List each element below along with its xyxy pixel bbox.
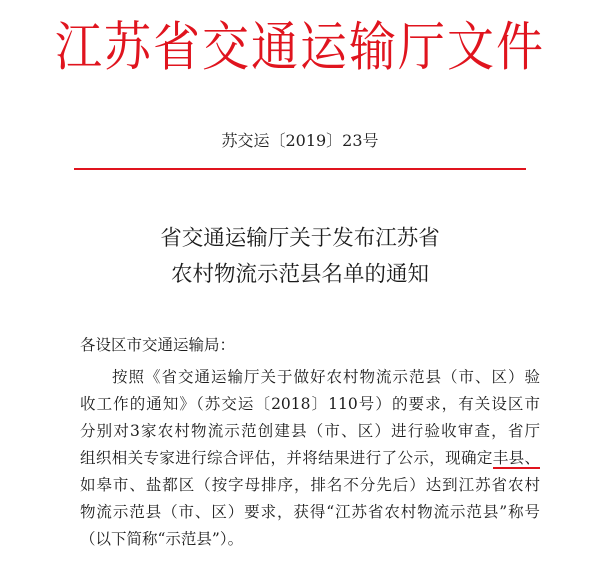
title-line-2: 农村物流示范县名单的通知 <box>170 262 429 287</box>
document-title <box>0 221 600 293</box>
title-line-1: 省交通运输厅关于发布江苏省 <box>160 226 440 251</box>
salutation: 各设区市交通运输局： <box>80 336 236 354</box>
body-line-1: 按照《省交通运输厅关于做好农村物流示范县（市、区）验 <box>112 368 540 386</box>
document-masthead: 江苏省交通运输厅文件 <box>55 16 545 79</box>
body-line-7: （以下简称“示范县”）。 <box>80 530 244 548</box>
body-line-4-text: 组织相关专家进行综合评估，并将结果进行了公示，现确定 <box>80 449 493 467</box>
body-line-5: 如皋市、盐都区（按字母排序，排名不分先后）达到江苏省农村 <box>80 476 540 494</box>
document-number: 苏交运〔2019〕23号 <box>221 131 379 150</box>
body-line-3: 分别对3家农村物流示范创建县（市、区）进行验收审查，省厅 <box>80 422 540 440</box>
red-divider <box>74 168 526 170</box>
body-line-6: 物流示范县（市、区）要求，获得“江苏省农村物流示范县”称号 <box>80 503 540 521</box>
body-line-4 <box>80 446 540 470</box>
body-line-2: 收工作的通知》（苏交运〔2018〕110号）的要求，有关设区市 <box>80 395 540 413</box>
highlighted-county: 丰县、 <box>492 449 540 467</box>
